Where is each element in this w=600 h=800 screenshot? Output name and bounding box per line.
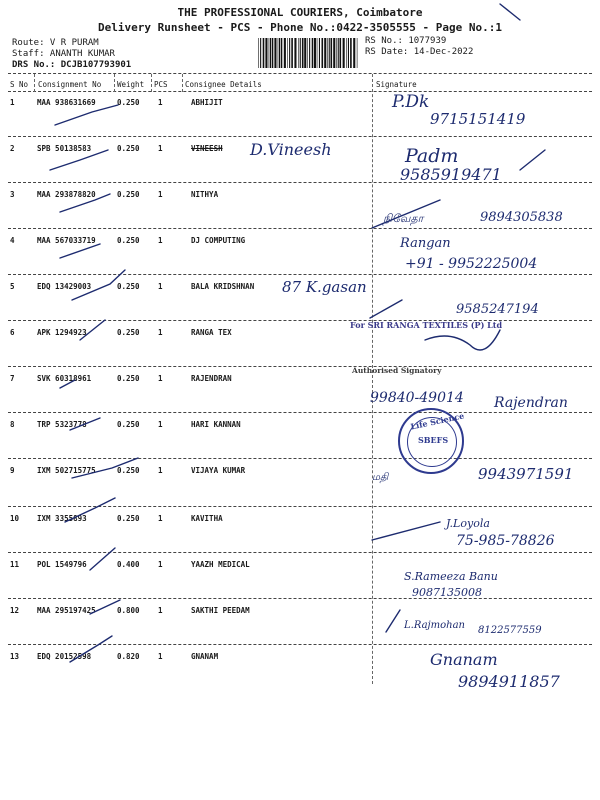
cell-weight: 0.250 xyxy=(117,420,140,429)
handwritten-sign: P.Dk xyxy=(392,92,430,112)
handwritten-phone: 75-985-78826 xyxy=(456,533,555,549)
pen-stroke xyxy=(55,105,118,125)
cell-weight: 0.250 xyxy=(117,144,140,153)
cell-consignee: RAJENDRAN xyxy=(191,374,232,383)
handwritten-name: நிவேதா xyxy=(383,212,424,225)
cell-consignment: MAA 938631669 xyxy=(37,98,96,107)
cell-sno: 2 xyxy=(10,144,15,153)
col-consignee: Consignee Details xyxy=(185,80,262,89)
cell-weight: 0.250 xyxy=(117,466,140,475)
handwritten-name: D.Vineesh xyxy=(250,140,332,159)
handwritten-phone: 9894911857 xyxy=(458,672,560,691)
cell-consignment: POL 1549796 xyxy=(37,560,87,569)
pen-stroke xyxy=(70,418,100,430)
cell-weight: 0.250 xyxy=(117,190,140,199)
cell-consignment: SVK 60318961 xyxy=(37,374,92,383)
cell-pcs: 1 xyxy=(158,98,163,107)
cell-pcs: 1 xyxy=(158,420,163,429)
cell-consignee: GNANAM xyxy=(191,652,219,661)
cell-consignment: EDQ 13429003 xyxy=(37,282,92,291)
cell-consignment: EDQ 20152598 xyxy=(37,652,92,661)
handwritten-phone: 99840-49014 xyxy=(370,390,464,406)
cell-weight: 0.250 xyxy=(117,328,140,337)
pen-stroke xyxy=(520,150,545,170)
handwritten-phone: 9585247194 xyxy=(456,302,539,317)
cell-sno: 10 xyxy=(10,514,20,523)
cell-sno: 1 xyxy=(10,98,15,107)
cell-pcs: 1 xyxy=(158,328,163,337)
cell-sno: 5 xyxy=(10,282,15,291)
handwritten-phone: 9715151419 xyxy=(430,110,526,128)
pen-stroke xyxy=(90,548,115,570)
cell-consignee: KAVITHA xyxy=(191,514,223,523)
cell-pcs: 1 xyxy=(158,144,163,153)
cell-consignment: IXM 502715775 xyxy=(37,466,96,475)
cell-pcs: 1 xyxy=(158,236,163,245)
handwritten-note: 87 K.gasan xyxy=(282,278,367,296)
cell-consignment: TRP 5323778 xyxy=(37,420,87,429)
cell-weight: 0.250 xyxy=(117,282,140,291)
cell-pcs: 1 xyxy=(158,374,163,383)
cell-consignment: SPB 50138583 xyxy=(37,144,92,153)
cell-sno: 11 xyxy=(10,560,20,569)
pen-stroke xyxy=(50,150,108,170)
authorised-signatory-stamp: Authorised Signatory xyxy=(352,366,442,375)
rs-date: RS Date: 14-Dec-2022 xyxy=(365,47,474,57)
pen-stroke xyxy=(372,200,440,228)
cell-consignee: HARI KANNAN xyxy=(191,420,241,429)
handwritten-phone: 9585919471 xyxy=(400,165,502,184)
cell-sno: 6 xyxy=(10,328,15,337)
pen-stroke xyxy=(80,320,105,340)
col-consignment: Consignment No xyxy=(38,80,102,89)
cell-weight: 0.250 xyxy=(117,514,140,523)
cell-sno: 4 xyxy=(10,236,15,245)
cell-consignee: VINEESH xyxy=(191,144,223,153)
pen-stroke xyxy=(60,194,110,212)
cell-pcs: 1 xyxy=(158,190,163,199)
cell-sno: 3 xyxy=(10,190,15,199)
cell-consignment: MAA 293878820 xyxy=(37,190,96,199)
pen-stroke xyxy=(370,300,402,318)
handwritten-phone: +91 - 9952225004 xyxy=(405,256,538,272)
cell-consignee: DJ COMPUTING xyxy=(191,236,246,245)
runsheet-subtitle: Delivery Runsheet - PCS - Phone No.:0422-3505555 - Page No.:1 xyxy=(98,21,502,34)
ranga-tex-stamp: For SRI RANGA TEXTILES (P) Ltd xyxy=(350,320,503,330)
pen-stroke xyxy=(425,330,500,350)
cell-consignment: IXM 3355893 xyxy=(37,514,87,523)
cell-sno: 8 xyxy=(10,420,15,429)
cell-consignment: MAA 295197425 xyxy=(37,606,96,615)
col-pcs: PCS xyxy=(154,80,168,89)
staff-label: Staff: ANANTH KUMAR xyxy=(12,49,115,59)
cell-pcs: 1 xyxy=(158,466,163,475)
cell-weight: 0.820 xyxy=(117,652,140,661)
cell-pcs: 1 xyxy=(158,606,163,615)
company-title: THE PROFESSIONAL COURIERS, Coimbatore xyxy=(177,6,423,19)
drs-number: DRS No.: DCJB107793901 xyxy=(12,60,132,70)
pen-stroke xyxy=(500,4,520,20)
cell-weight: 0.250 xyxy=(117,374,140,383)
cell-consignee: ABHIJIT xyxy=(191,98,223,107)
col-weight: Weight xyxy=(117,80,145,89)
pen-stroke xyxy=(70,636,112,662)
pen-stroke xyxy=(372,522,440,540)
cell-weight: 0.400 xyxy=(117,560,140,569)
cell-sno: 13 xyxy=(10,652,20,661)
cell-consignment: MAA 567033719 xyxy=(37,236,96,245)
cell-pcs: 1 xyxy=(158,282,163,291)
handwritten-phone: 9894305838 xyxy=(480,210,563,225)
pen-stroke xyxy=(90,600,120,614)
handwritten-sign: Rangan xyxy=(400,236,451,251)
pen-stroke xyxy=(60,380,75,388)
cell-consignee: RANGA TEX xyxy=(191,328,232,337)
cell-pcs: 1 xyxy=(158,560,163,569)
cell-consignee: NITHYA xyxy=(191,190,219,199)
handwritten-sign: Rajendran xyxy=(494,395,568,411)
cell-sno: 7 xyxy=(10,374,15,383)
handwritten-name: S.Rameeza Banu xyxy=(404,570,498,583)
rs-number: RS No.: 1077939 xyxy=(365,36,447,46)
cell-consignee: VIJAYA KUMAR xyxy=(191,466,246,475)
handwritten-phone: 9087135008 xyxy=(412,586,482,599)
pen-stroke xyxy=(72,270,125,300)
cell-weight: 0.250 xyxy=(117,98,140,107)
cell-consignee: BALA KRIDSHNAN xyxy=(191,282,255,291)
pen-stroke xyxy=(386,610,400,632)
route-label: Route: V R PURAM xyxy=(12,38,99,48)
pen-stroke xyxy=(72,458,138,478)
handwritten-sign: Padm xyxy=(405,145,459,167)
cell-pcs: 1 xyxy=(158,514,163,523)
cell-sno: 12 xyxy=(10,606,20,615)
pen-stroke xyxy=(65,498,115,522)
handwritten-name: J.Loyola xyxy=(446,517,490,530)
pen-stroke xyxy=(60,244,100,258)
cell-consignee: YAAZH MEDICAL xyxy=(191,560,250,569)
col-signature: Signature xyxy=(376,80,417,89)
stamp-ring-text: Life Science xyxy=(409,410,465,432)
cell-sno: 9 xyxy=(10,466,15,475)
cell-consignee: SAKTHI PEEDAM xyxy=(191,606,250,615)
stamp-center-text: SBEFS xyxy=(418,435,449,445)
col-sno: S No xyxy=(10,80,29,89)
cell-weight: 0.800 xyxy=(117,606,140,615)
handwritten-name: மதி xyxy=(372,472,389,483)
cell-weight: 0.250 xyxy=(117,236,140,245)
handwritten-phone: 9943971591 xyxy=(478,465,574,483)
cell-pcs: 1 xyxy=(158,652,163,661)
handwritten-phone: 8122577559 xyxy=(478,625,542,636)
handwritten-sign: Gnanam xyxy=(430,650,498,669)
handwritten-name: L.Rajmohan xyxy=(404,620,465,631)
cell-consignment: APK 1294923 xyxy=(37,328,87,337)
